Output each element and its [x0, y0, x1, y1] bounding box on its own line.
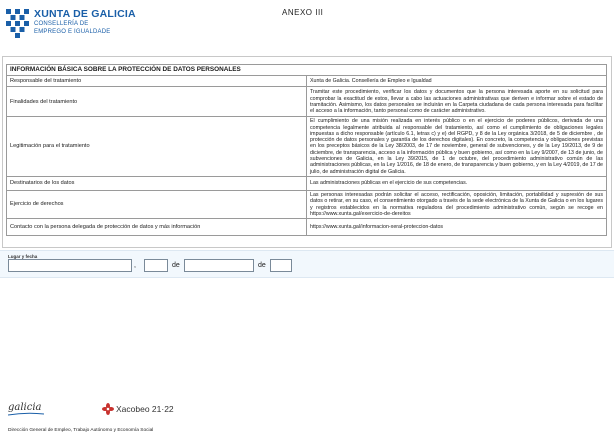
row-label-legitimation: Legitimación para el tratamiento	[7, 117, 307, 177]
month-input[interactable]	[184, 259, 254, 272]
place-input[interactable]	[8, 259, 132, 272]
logo-department-line-2: EMPREGO E IGUALDADE	[34, 29, 111, 35]
xunta-emblem-icon	[4, 7, 32, 41]
logo-department-line-1: CONSELLERÍA DE	[34, 21, 89, 27]
place-date-label: Lugar y fecha	[8, 254, 38, 259]
row-value-responsible: Xunta de Galicia. Consellería de Empleo e Igualdad	[307, 76, 607, 87]
table-row	[7, 117, 607, 177]
xacobeo-logo-text: Xacobeo 21·22	[116, 404, 174, 414]
xunta-logo	[4, 6, 136, 46]
year-input[interactable]	[270, 259, 292, 272]
day-input[interactable]	[144, 259, 168, 272]
logo-name: XUNTA DE GALICIA	[34, 8, 136, 20]
row-label-rights: Ejercicio de derechos	[7, 190, 307, 218]
page-header	[0, 0, 614, 60]
row-value-purposes: Tramitar este procedimiento, verificar los datos y documentos que la persona interesada aporte en su solicitud para comprobar la exactitud de estos, llevar a cabo las actuaciones administrativas que deriven e informar sobre el estado de tramitación. Asimismo, los datos personales se incluirán en la Carpeta ciudadana de cada persona interesada para facilitar el acceso a la información, tanto personal como de carácter administrativo.	[307, 87, 607, 117]
table-row	[7, 190, 607, 218]
row-label-recipients: Destinatarios de los datos	[7, 176, 307, 190]
table-row	[7, 87, 607, 117]
galicia-logo: galicia	[8, 402, 42, 413]
row-value-recipients: Las administraciones públicas en el ejercicio de sus competencias.	[307, 176, 607, 190]
table-row	[7, 76, 607, 87]
row-value-contact: https://www.xunta.gal/informacion-xeral-proteccion-datos	[307, 219, 607, 236]
row-label-contact: Contacto con la persona delegada de protección de datos y más información	[7, 219, 307, 236]
table-title: INFORMACIÓN BÁSICA SOBRE LA PROTECCIÓN DE DATOS PERSONALES	[7, 65, 607, 76]
galicia-swoosh-icon	[8, 412, 44, 416]
row-value-legitimation: El cumplimiento de una misión realizada en interés público o en el ejercicio de poderes públicos, derivada de una competencia legalmente atribuida al responsable del tratamiento, así como el cumplimiento de obligaciones legales impuestas a dicho responsable (artículo 6.1, letras c) y e) del RGPD, y 8 de la Ley orgánica 3/2018, de 5 de diciembre , de protección de datos personales y garantía de los derechos digitales). En concreto, la competencia y obligaciones previstas en los preceptos básicos de la Ley 38/2003, de 17 de noviembre, general de subvenciones, y de la Ley 19/2013, de 9 de diciembre, de transparencia, acceso a la información pública y buen gobierno, así como en la Ley 9/2007, de 13 de junio, de subvenciones de Galicia, en la Ley 39/2015, de 1 de octubre, del procedimiento administrativo común de las administraciones públicas, en la Ley 1/2016, de 18 de enero, de transparencia y buen gobierno, y en la Ley 4/2019, de 17 de julio, de administración digital de Galicia.	[307, 117, 607, 177]
de-separator-2: de	[258, 262, 266, 269]
row-value-rights: Las personas interesadas podrán solicitar el acceso, rectificación, oposición, limitación, portabilidad y supresión de sus datos o retirar, en su caso, el consentimiento otorgado a través de la sede electrónica de la Xunta de Galicia o en los lugares y registros establecidos en la normativa reguladora del procedimiento administrativo común, según se recoge en https://www.xunta.gal/exercicio-de-dereitos	[307, 190, 607, 218]
comma-separator: ,	[134, 262, 136, 269]
table-row	[7, 176, 607, 190]
table-row	[7, 219, 607, 236]
data-protection-table	[6, 64, 607, 236]
row-label-responsible: Responsable del tratamiento	[7, 76, 307, 87]
footer-department: Dirección General de Empleo, Trabajo Autónomo y Economía Social	[8, 428, 154, 433]
row-label-purposes: Finalidades del tratamiento	[7, 87, 307, 117]
table-title-row	[7, 65, 607, 76]
de-separator-1: de	[172, 262, 180, 269]
annex-title: ANEXO III	[282, 8, 324, 17]
xacobeo-star-icon	[102, 403, 114, 415]
